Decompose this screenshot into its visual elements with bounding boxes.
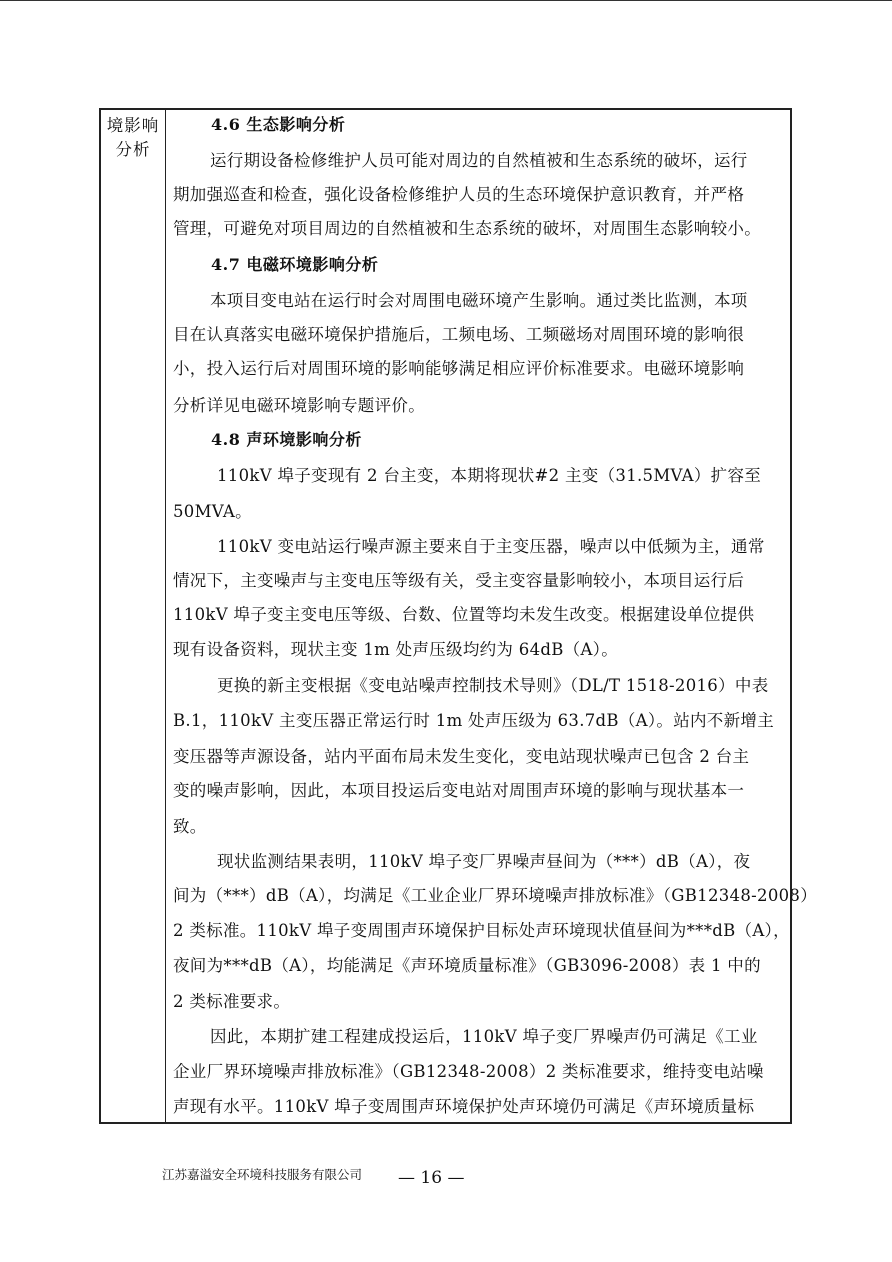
paragraph-line: 致。 [173,817,207,836]
paragraph-line: 间为（***）dB（A），均满足《工业企业厂界环境噪声排放标准》（GB12348-2008） [173,886,818,905]
paragraph-line: 本项目变电站在运行时会对周围电磁环境产生影响。通过类比监测，本项 [210,291,748,310]
paragraph-line: 50MVA。 [173,502,252,521]
paragraph-line: 目在认真落实电磁环境保护措施后，工频电场、工频磁场对周围环境的影响很 [173,325,745,344]
page-top-rule [0,0,892,1]
paragraph-line: 110kV 变电站运行噪声源主要来自于主变压器，噪声以中低频为主，通常 [217,537,765,556]
paragraph-line: 管理，可避免对项目周边的自然植被和生态系统的破坏，对周围生态影响较小。 [173,219,761,238]
paragraph-line: 110kV 埠子变现有 2 台主变，本期将现状#2 主变（31.5MVA）扩容至 [217,466,762,485]
paragraph-line: 2 类标准要求。 [173,992,291,1011]
paragraph-line: 变压器等声源设备，站内平面布局未发生变化，变电站现状噪声已包含 2 台主 [173,747,750,766]
paragraph-line: 2 类标准。110kV 埠子变周围声环境保护目标处声环境现状值昼间为***dB（A）， [173,921,790,940]
content-table [99,108,818,1124]
paragraph-line: 现有设备资料，现状主变 1m 处声压级均约为 64dB（A）。 [173,640,619,659]
paragraph-line: B.1，110kV 主变压器正常运行时 1m 处声压级为 63.7dB（A）。站内不新增主 [173,711,774,730]
row-label-line: 境影响 [106,116,160,135]
paragraph-line: 运行期设备检修维护人员可能对周边的自然植被和生态系统的破坏，运行 [210,151,748,170]
row-label-cell [101,114,165,162]
paragraph-line: 因此，本期扩建工程建成投运后，110kV 埠子变厂界噪声仍可满足《工业 [210,1027,758,1046]
paragraph-line: 夜间为***dB（A），均能满足《声环境质量标准》（GB3096-2008）表 1 中的 [173,956,761,975]
paragraph-line: 变的噪声影响，因此，本项目投运后变电站对周围声环境的影响与现状基本一 [173,781,745,800]
section-heading-4-6: 4.6 生态影响分析 [211,115,346,134]
column-divider [165,110,166,1122]
paragraph-line: 情况下，主变噪声与主变电压等级有关，受主变容量影响较小，本项目运行后 [173,571,745,590]
paragraph-line: 分析详见电磁环境影响专题评价。 [173,396,425,415]
paragraph-line: 声现有水平。110kV 埠子变周围声环境保护处声环境仍可满足《声环境质量标 [173,1097,755,1116]
paragraph-line: 小，投入运行后对周围环境的影响能够满足相应评价标准要求。电磁环境影响 [173,359,745,378]
footer-company-name: 江苏嘉溢安全环境科技服务有限公司 [162,1167,363,1182]
footer-page-number: — 16 — [398,1168,465,1188]
paragraph-line: 110kV 埠子变主变电压等级、台数、位置等均未发生改变。根据建设单位提供 [173,605,755,624]
paragraph-line: 期加强巡查和检查，强化设备检修维护人员的生态环境保护意识教育，并严格 [173,185,745,204]
section-heading-4-7: 4.7 电磁环境影响分析 [211,255,379,274]
paragraph-line: 现状监测结果表明，110kV 埠子变厂界噪声昼间为（***）dB（A），夜 [217,852,751,871]
paragraph-line: 更换的新主变根据《变电站噪声控制技术导则》（DL/T 1518-2016）中表 [217,676,769,695]
row-label-line: 分析 [115,140,151,159]
section-heading-4-8: 4.8 声环境影响分析 [211,430,362,449]
paragraph-line: 企业厂界环境噪声排放标准》（GB12348-2008）2 类标准要求，维持变电站噪 [173,1062,764,1081]
